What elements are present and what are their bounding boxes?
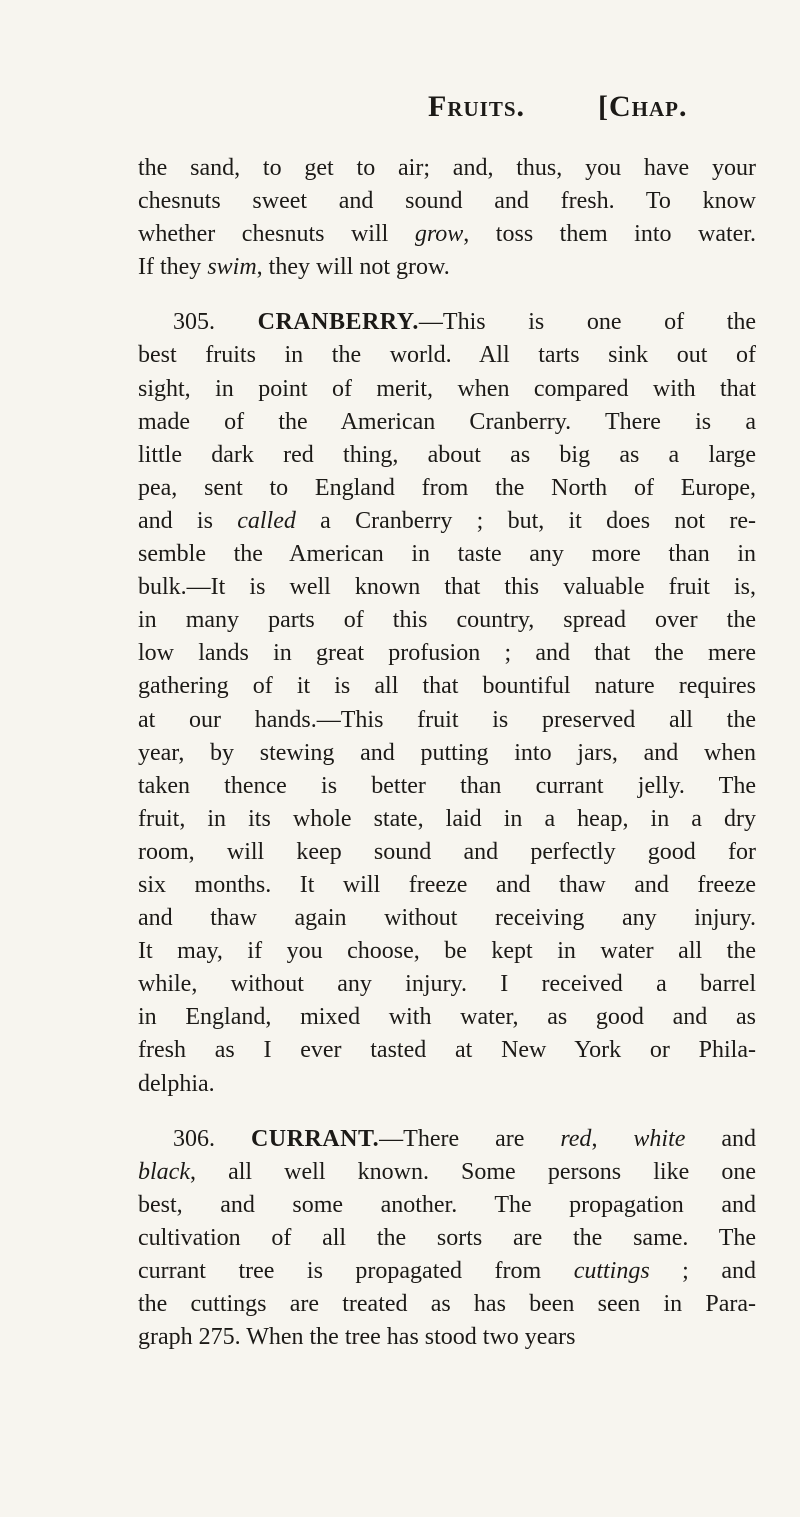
- text-line: [138, 538, 756, 571]
- text-line: [138, 439, 756, 472]
- text-line: [138, 935, 756, 968]
- text-line: [138, 373, 756, 406]
- text-run: the cuttings are treated as has been seen in Para-: [138, 1291, 756, 1318]
- text-line: [138, 836, 756, 869]
- text-line: [138, 670, 756, 703]
- italic-text: red: [560, 1125, 592, 1152]
- text-run: ; and: [649, 1258, 756, 1284]
- text-run: 305.: [173, 309, 258, 336]
- text-line: [138, 737, 756, 770]
- text-run: in many parts of this country, spread over the: [138, 607, 756, 634]
- text-line: [138, 1321, 756, 1354]
- italic-text: black: [138, 1158, 190, 1185]
- text-run: , all well known. Some persons like one: [189, 1158, 756, 1185]
- section-heading: CRANBERRY.: [257, 309, 419, 336]
- italic-text: swim: [207, 254, 257, 281]
- text-run: fresh as I ever tasted at New York or Phila-: [138, 1037, 756, 1064]
- running-head-title: Fruits.: [428, 90, 526, 123]
- text-run: taken thence is better than currant jelly. The: [138, 772, 756, 799]
- text-run: and is: [138, 507, 238, 534]
- text-line: [138, 185, 756, 218]
- text-line: [138, 152, 756, 185]
- text-line: [138, 1123, 756, 1156]
- text-line: [138, 704, 756, 737]
- text-run: low lands in great profusion ; and that the mere: [138, 640, 756, 667]
- text-line: [138, 472, 756, 505]
- body-text: [138, 152, 756, 1354]
- italic-text: called: [237, 507, 296, 534]
- italic-text: white: [633, 1125, 686, 1152]
- text-run: in England, mixed with water, as good and as: [138, 1004, 756, 1031]
- text-run: delphia.: [138, 1070, 215, 1097]
- text-line: [138, 803, 756, 836]
- text-run: semble the American in taste any more than in: [138, 541, 756, 568]
- text-run: gathering of it is all that bountiful nature requires: [138, 673, 756, 700]
- italic-text: cuttings: [573, 1258, 650, 1284]
- text-line: [138, 637, 756, 670]
- text-line: [138, 339, 756, 372]
- text-run: little dark red thing, about as big as a large: [138, 441, 756, 468]
- text-line: [138, 306, 756, 339]
- text-line: [138, 1034, 756, 1067]
- text-run: and: [685, 1125, 756, 1152]
- text-run: 306.: [173, 1125, 251, 1152]
- text-run: graph 275. When the tree has stood two years: [138, 1324, 576, 1351]
- text-run: chesnuts sweet and sound and fresh. To know: [138, 188, 756, 215]
- text-run: bulk.—It is well known that this valuable fruit is,: [138, 574, 756, 601]
- text-run: while, without any injury. I received a barrel: [138, 971, 756, 998]
- text-line: [138, 218, 756, 251]
- text-run: ,: [591, 1125, 634, 1152]
- text-run: made of the American Cranberry. There is a: [138, 408, 756, 435]
- text-line: [138, 1189, 756, 1222]
- text-line: [138, 1255, 756, 1288]
- text-line: [138, 505, 756, 538]
- text-run: —This is one of the: [418, 309, 757, 336]
- text-run: six months. It will freeze and thaw and freeze: [138, 871, 756, 898]
- text-line: [138, 1001, 756, 1034]
- text-run: and thaw again without receiving any injury.: [138, 905, 756, 932]
- text-line: [138, 1068, 756, 1101]
- text-run: —There are: [379, 1125, 561, 1152]
- text-run: at our hands.—This fruit is preserved all the: [138, 706, 756, 733]
- text-run: , toss them into water.: [463, 221, 756, 248]
- text-run: fruit, in its whole state, laid in a heap, in a dry: [138, 805, 756, 832]
- text-line: [138, 251, 756, 284]
- running-head-chapter: [Chap.: [598, 90, 688, 123]
- paragraph-gap: [138, 284, 756, 306]
- text-run: pea, sent to England from the North of Europe,: [138, 474, 756, 501]
- text-line: [138, 1288, 756, 1321]
- text-run: best, and some another. The propagation and: [138, 1191, 756, 1218]
- text-run: If they: [138, 254, 208, 281]
- paragraph: [138, 1123, 756, 1355]
- text-line: [138, 406, 756, 439]
- text-run: a Cranberry ; but, it does not re-: [295, 507, 756, 534]
- text-run: cultivation of all the sorts are the same. The: [138, 1224, 756, 1251]
- text-line: [138, 869, 756, 902]
- text-line: [138, 968, 756, 1001]
- paragraph: [138, 152, 756, 284]
- paragraph: [138, 306, 756, 1100]
- text-run: the sand, to get to air; and, thus, you have your: [138, 155, 756, 181]
- text-line: [138, 1222, 756, 1255]
- text-line: [138, 1156, 756, 1189]
- running-header: [0, 90, 800, 130]
- text-run: , they will not grow.: [256, 254, 450, 281]
- text-run: year, by stewing and putting into jars, and when: [138, 739, 756, 766]
- text-run: best fruits in the world. All tarts sink out of: [138, 342, 756, 369]
- text-line: [138, 902, 756, 935]
- text-line: [138, 770, 756, 803]
- text-line: [138, 604, 756, 637]
- text-run: currant tree is propagated from: [138, 1258, 574, 1284]
- text-line: [138, 571, 756, 604]
- paragraph-gap: [138, 1101, 756, 1123]
- text-run: sight, in point of merit, when compared with that: [138, 375, 756, 402]
- text-run: It may, if you choose, be kept in water all the: [138, 938, 756, 965]
- italic-text: grow: [414, 221, 464, 248]
- section-heading: CURRANT.: [250, 1125, 380, 1152]
- text-run: room, will keep sound and perfectly good for: [138, 838, 756, 865]
- text-run: whether chesnuts will: [138, 221, 415, 248]
